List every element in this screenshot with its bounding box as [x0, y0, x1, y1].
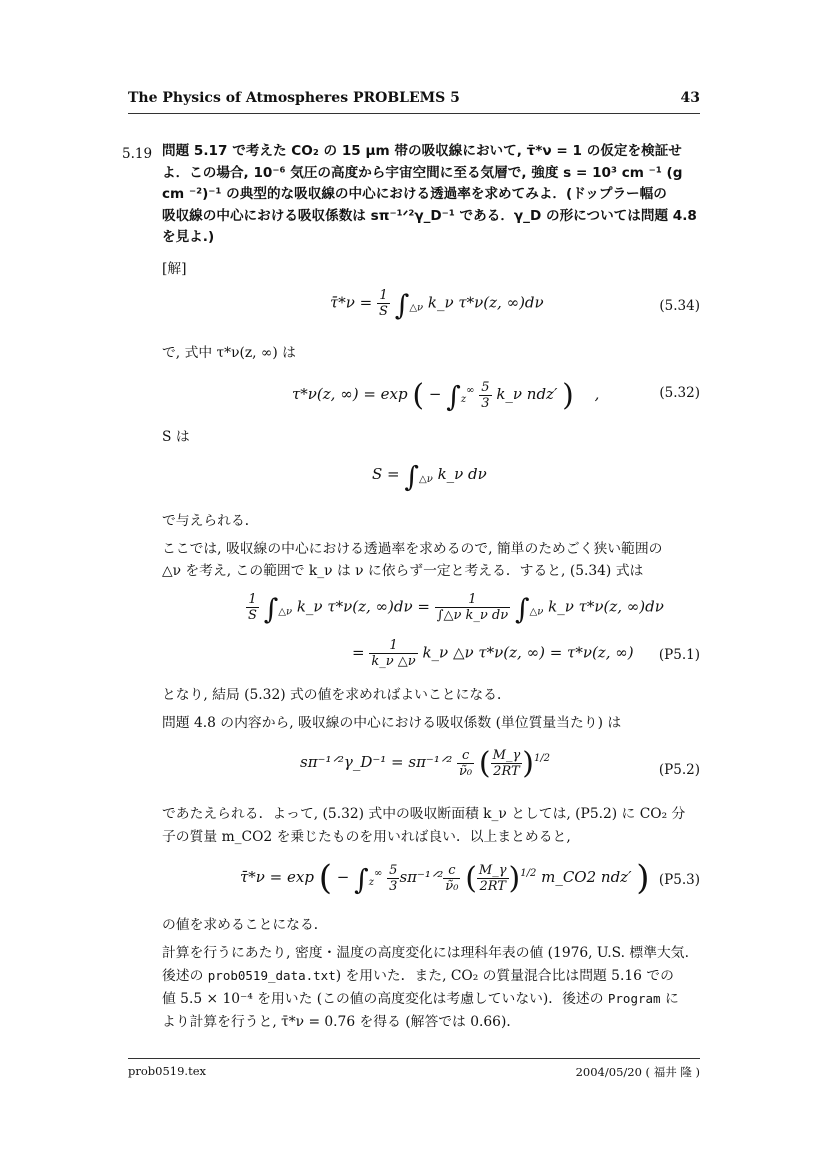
integral-upper: ∞: [374, 868, 383, 879]
eq-mid: sπ⁻¹ᐟ²: [399, 868, 444, 886]
frac-den: S: [379, 304, 388, 319]
text-line: となり, 結局 (5.32) 式の値を求めればよいことになる．: [162, 687, 511, 703]
running-title: The Physics of Atmospheres PROBLEMS 5: [128, 90, 460, 106]
data-file-name: prob0519_data.txt: [207, 968, 336, 983]
text-line: であたえられる．よって, (5.32) 式中の吸収断面積 k_ν としては, (P5.2) に CO₂ 分: [162, 806, 686, 822]
integral-sign: ∫: [514, 592, 530, 626]
text-line: [162, 965, 674, 987]
eq-lhs: S =: [372, 465, 400, 483]
paren-close: ): [636, 858, 650, 898]
integral-upper: ∞: [466, 385, 475, 396]
text-line: [162, 988, 679, 1010]
equation-p5-3: [240, 858, 650, 898]
footer-date: 2004/05/20 ( 福井 隆 ): [575, 1065, 700, 1079]
paren-open: (: [412, 378, 425, 413]
integral-sign: ∫: [263, 592, 279, 626]
text-line: 子の質量 m_CO2 を乗じたものを用いれば良い．以上まとめると,: [162, 829, 571, 845]
frac-den: ∫△ν k_ν dν: [436, 608, 509, 623]
integral-range: △ν: [419, 474, 433, 485]
footer-rule: [128, 1058, 700, 1059]
footer-filename: prob0519.tex: [128, 1064, 206, 1078]
eq-body: k_ν τ*ν(z, ∞)dν =: [296, 597, 430, 616]
text-segment: に: [660, 991, 679, 1007]
problem-line: cm ⁻²)⁻¹ の典型的な吸収線の中心における透過率を求めてみよ．(ドップラー幅の: [162, 186, 667, 203]
text-line: △ν を考え, この範囲で k_ν は ν に依らず一定と考える．すると, (5.34) 式は: [162, 563, 644, 579]
header-rule: [128, 113, 700, 114]
frac-num: 5: [481, 379, 490, 395]
integral-sign: ∫: [446, 380, 461, 413]
frac-num: 1: [246, 592, 259, 608]
frac-num: 1: [377, 288, 390, 304]
text-line: S は: [162, 429, 190, 445]
page-header: [128, 90, 700, 112]
equation-p5-1b: [352, 638, 634, 669]
minus-sign: −: [336, 868, 350, 886]
text-segment: ) を用いた．また, CO₂ の質量混合比は問題 5.16 での: [335, 968, 674, 984]
frac-num: M_γ: [492, 747, 521, 763]
frac-den: 2RT: [493, 763, 520, 779]
paren-open: (: [465, 861, 477, 896]
problem-line: を見よ.): [162, 229, 215, 246]
problem-number: 5.19: [122, 146, 153, 162]
frac-num: c: [457, 748, 474, 764]
integral-range: △ν: [278, 606, 293, 618]
eq-body: k_ν τ*ν(z, ∞)dν: [548, 597, 664, 616]
text-line: 計算を行うにあたり, 密度・温度の高度変化には理科年表の値 (1976, U.S. 標準大気.: [162, 945, 689, 961]
equation-p5-2: [300, 746, 550, 781]
eq-tail: m_CO2 ndz′: [541, 868, 632, 886]
eq-body: k_ν △ν τ*ν(z, ∞) = τ*ν(z, ∞): [422, 643, 634, 662]
eq-fraction: [491, 748, 523, 779]
equation-number: (P5.3): [658, 872, 700, 888]
text-line: ここでは, 吸収線の中心における透過率を求めるので, 簡単のためごく狭い範囲の: [162, 541, 663, 557]
problem-statement: [162, 141, 702, 249]
integral-range: △ν: [529, 606, 544, 618]
eq-lhs: sπ⁻¹ᐟ²γ_D⁻¹ = sπ⁻¹ᐟ²: [300, 753, 453, 771]
frac-den: ν̃₀: [445, 878, 459, 894]
integral-sign: ∫: [354, 863, 369, 896]
eq-fraction: [246, 592, 259, 623]
text-line: で与えられる．: [162, 513, 259, 529]
integral-lower: z: [368, 877, 375, 888]
frac-num: 5: [389, 862, 398, 878]
integral-sign: ∫: [404, 460, 419, 493]
integral-range: △ν: [409, 302, 424, 314]
answer-label: [解]: [162, 261, 187, 277]
equation-number: (P5.1): [658, 647, 700, 663]
eq-fraction: [443, 863, 460, 894]
eq-body: k_ν dν: [437, 465, 487, 483]
eq-fraction: [369, 638, 417, 669]
paren-open: (: [478, 746, 491, 781]
text-segment: 値 5.5 × 10⁻⁴ を用いた (この値の高度変化は考慮していない)．後述の: [162, 991, 608, 1007]
page-number: 43: [680, 90, 700, 106]
frac-den: 3: [481, 395, 490, 411]
text-line: の値を求めることになる．: [162, 917, 328, 933]
equation-number: (5.32): [659, 385, 700, 401]
eq-body: k_ν ndz′: [496, 385, 558, 403]
frac-num: M_γ: [478, 862, 507, 878]
frac-den: ν̃₀: [459, 763, 473, 779]
paren-close: ): [508, 861, 521, 896]
frac-den: S: [248, 608, 257, 623]
problem-line: 問題 5.17 で考えた CO₂ の 15 μm 帯の吸収線において, τ̄*ν = 1 の仮定を検証せ: [162, 143, 682, 159]
paren-open: (: [318, 858, 333, 898]
paren-close: ): [562, 378, 574, 413]
equation-number: (5.34): [659, 298, 700, 314]
eq-fraction: [477, 863, 509, 894]
program-name: Program: [607, 991, 661, 1006]
exponent: 1/2: [520, 868, 537, 879]
eq-fraction: [377, 288, 390, 319]
eq-lhs: τ̄*ν =: [330, 293, 373, 312]
equation-5-34: [330, 288, 544, 322]
eq-body: k_ν τ*ν(z, ∞)dν: [427, 293, 544, 312]
eq-fraction: [457, 748, 474, 779]
problem-line: 吸収線の中心における吸収係数は sπ⁻¹ᐟ²γ_D⁻¹ である．γ_D の形については問題 4.8: [162, 207, 697, 224]
equation-p5-1a: [246, 592, 664, 626]
eq-fraction: [387, 863, 399, 894]
equation-s: [372, 460, 487, 493]
eq-fraction: [479, 380, 491, 411]
eq-fraction: [435, 592, 510, 623]
eq-lhs: τ*ν(z, ∞) = exp: [292, 385, 408, 403]
problem-line: よ．この場合, 10⁻⁶ 気圧の高度から宇宙空間に至る気層で, 強度 s = 10³ cm ⁻¹ (g: [162, 164, 683, 181]
integral-sign: ∫: [394, 288, 410, 322]
eq-lhs: τ̄*ν = exp: [240, 868, 314, 886]
frac-num: 1: [435, 592, 510, 608]
text-line: 問題 4.8 の内容から, 吸収線の中心における吸収係数 (単位質量当たり) は: [162, 715, 622, 731]
integral-lower: z: [460, 394, 467, 405]
frac-num: 1: [369, 638, 417, 654]
frac-den: 2RT: [479, 878, 506, 894]
text-line: で, 式中 τ*ν(z, ∞) は: [162, 345, 296, 361]
frac-den: k_ν △ν: [371, 654, 416, 669]
frac-den: 3: [389, 878, 398, 894]
equation-5-32: [292, 378, 599, 413]
frac-num: c: [443, 863, 460, 879]
eq-tail: ,: [594, 385, 600, 403]
paren-close: ): [522, 746, 534, 781]
equation-number: (P5.2): [658, 762, 700, 778]
exponent: 1/2: [533, 753, 551, 764]
text-line: より計算を行うと, τ̄*ν = 0.76 を得る (解答では 0.66)．: [162, 1014, 521, 1030]
text-segment: 後述の: [162, 968, 208, 984]
eq-lhs: =: [352, 643, 365, 662]
minus-sign: −: [428, 385, 442, 403]
